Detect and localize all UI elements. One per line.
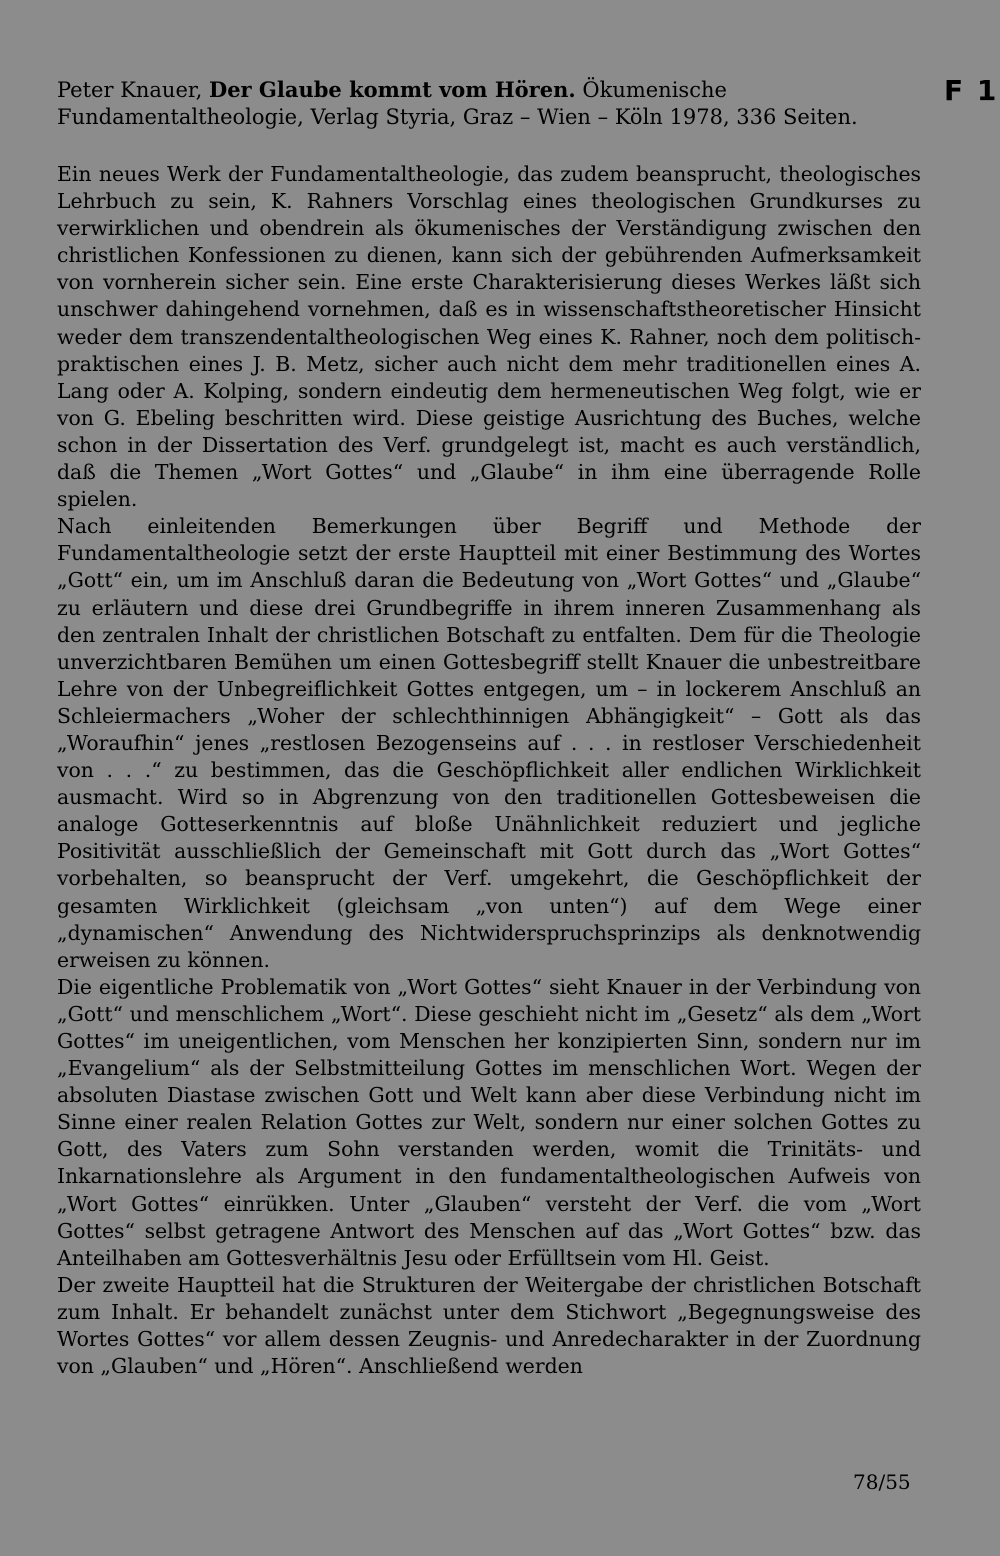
review-header bbox=[57, 76, 927, 131]
paragraph-3: Die eigentliche Problematik von „Wort Gottes“ sieht Knauer in der Verbindung von „Gott“ und menschlichem „Wort“. Diese geschieht nicht im „Gesetz“ als dem „Wort Gottes“ im uneigentlichen, vom Menschen her konzipierten Sinn, sondern nur im „Evangelium“ als der Selbstmitteilung Gottes im menschlichen Wort. Wegen der absoluten Diastase zwischen Gott und Welt kann aber diese Verbindung nicht im Sinne einer realen Relation Gottes zur Welt, sondern nur einer solchen Gottes zu Gott, des Vaters zum Sohn verstanden werden, womit die Trinitäts- und Inkarnationslehre als Argument in den fundamentaltheologischen Aufweis von „Wort Gottes“ einrükken. Unter „Glauben“ versteht der Verf. die vom „Wort Gottes“ selbst getragene Antwort des Menschen auf das „Wort Gottes“ bzw. das Anteilhaben am Gottesverhältnis Jesu oder Erfülltsein vom Hl. Geist. bbox=[57, 974, 921, 1270]
page-number: 78/55 bbox=[853, 1470, 911, 1494]
author: Peter Knauer, bbox=[57, 78, 203, 102]
section-label: F 1 bbox=[944, 74, 999, 107]
paragraph-1: Ein neues Werk der Fundamentaltheologie, das zudem beansprucht, theologisches Lehrbuch zu sein, K. Rahners Vorschlag eines theologischen Grundkurses zu verwirklichen und obendrein als ökumenisches der Verständigung zwischen den christlichen Konfessionen zu dienen, kann sich der gebührenden Aufmerksamkeit von vornherein sicher sein. Eine erste Charakterisierung dieses Werkes läßt sich unschwer dahingehend vornehmen, daß es in wissenschaftstheoretischer Hinsicht weder dem transzendentaltheologischen Weg eines K. Rahner, noch dem politisch-praktischen eines J. B. Metz, sicher auch nicht dem mehr traditionellen eines A. Lang oder A. Kolping, sondern eindeutig dem hermeneutischen Weg folgt, wie er von G. Ebeling beschritten wird. Diese geistige Ausrichtung des Buches, welche schon in der Dissertation des Verf. grundgelegt ist, macht es auch verständlich, daß die Themen „Wort Gottes“ und „Glaube“ in ihm eine überragende Rolle spielen. bbox=[57, 162, 921, 512]
paragraph-4: Der zweite Hauptteil hat die Strukturen der Weitergabe der christlichen Botschaft zum Inhalt. Er behandelt zunächst unter dem Stichwort „Begegnungsweise des Wortes Gottes“ vor allem dessen Zeugnis- und Anredecharakter in der Zuordnung von „Glauben“ und „Hören“. Anschließend werden bbox=[57, 1272, 921, 1379]
paragraph-2: Nach einleitenden Bemerkungen über Begriff und Methode der Fundamentaltheologie setzt der erste Hauptteil mit einer Bestimmung des Wortes „Gott“ ein, um im Anschluß daran die Bedeutung von „Wort Gottes“ und „Glaube“ zu erläutern und diese drei Grundbegriffe in ihrem inneren Zusammenhang als den zentralen Inhalt der christlichen Botschaft zu entfalten. Dem für die Theologie unverzichtbaren Bemühen um einen Gottesbegriff stellt Knauer die unbestreitbare Lehre von der Unbegreiflichkeit Gottes entgegen, um – in lockerem Anschluß an Schleiermachers „Woher der schlechthinnigen Abhängigkeit“ – Gott als das „Woraufhin“ jenes „restlosen Bezogenseins auf . . . in restloser Verschiedenheit von . . .“ zu bestimmen, das die Geschöpflichkeit aller endlichen Wirklichkeit ausmacht. Wird so in Abgrenzung von den traditionellen Gottesbeweisen die analoge Gotteserkenntnis auf bloße Unähnlichkeit reduziert und jegliche Positivität ausschließlich der Gemeinschaft mit Gott durch das „Wort Gottes“ vorbehalten, so beansprucht der Verf. umgekehrt, die Geschöpflichkeit der gesamten Wirklichkeit (gleichsam „von unten“) auf dem Wege einer „dynamischen“ Anwendung des Nichtwiderspruchsprinzips als denknotwendig erweisen zu können. bbox=[57, 514, 921, 972]
review-body bbox=[57, 161, 921, 1380]
book-details: Ökumenische Fundamentaltheologie, Verlag Styria, Graz – Wien – Köln 1978, 336 Seiten. bbox=[57, 78, 858, 129]
book-title: Der Glaube kommt vom Hören. bbox=[208, 77, 576, 102]
